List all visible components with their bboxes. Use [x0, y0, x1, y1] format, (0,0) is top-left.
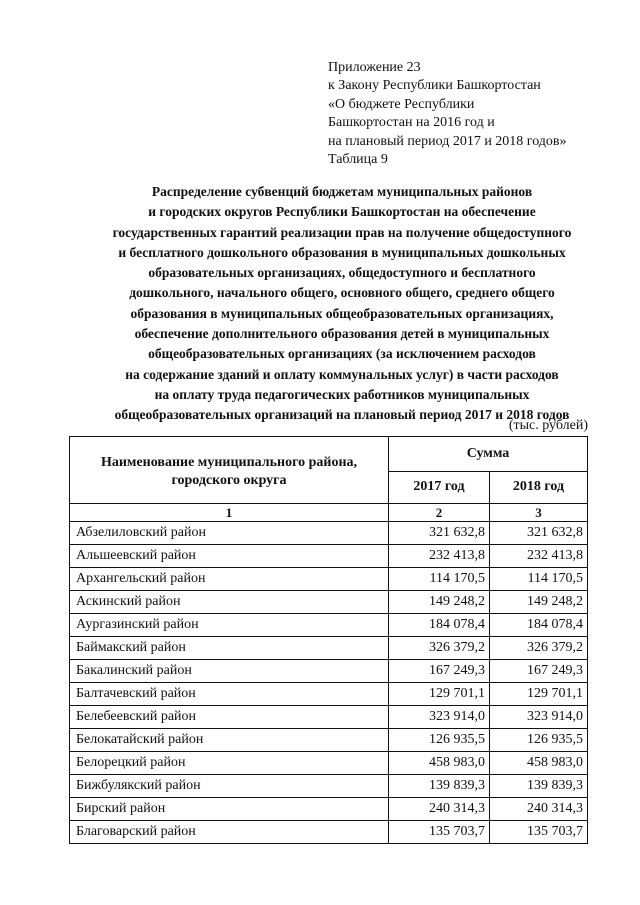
appendix-line: «О бюджете Республики	[328, 96, 475, 112]
table-row	[70, 637, 588, 660]
appendix-line: к Закону Республики Башкортостан	[328, 78, 541, 94]
value-2017: 114 170,5	[389, 568, 490, 591]
table-row	[70, 683, 588, 706]
value-2018: 232 413,8	[490, 545, 588, 568]
title-line: общеобразовательных организациях (за исключением расходов	[148, 346, 536, 362]
value-2018: 167 249,3	[490, 660, 588, 683]
value-2017: 240 314,3	[389, 798, 490, 821]
value-2018: 326 379,2	[490, 637, 588, 660]
title-line: на содержание зданий и оплату коммунальных услуг) в части расходов	[125, 366, 559, 382]
district-name: Баймакский район	[70, 637, 389, 660]
appendix-line: Таблица 9	[328, 152, 388, 168]
value-2018: 149 248,2	[490, 591, 588, 614]
table-row	[70, 522, 588, 545]
district-name: Белокатайский район	[70, 729, 389, 752]
value-2017: 129 701,1	[389, 683, 490, 706]
value-2017: 326 379,2	[389, 637, 490, 660]
table-row	[70, 729, 588, 752]
appendix-line: Башкортостан на 2016 год и	[328, 115, 495, 131]
header-name: Наименование муниципального района, городского округа	[70, 437, 389, 504]
column-number: 2	[389, 504, 490, 522]
district-name: Бакалинский район	[70, 660, 389, 683]
value-2017: 323 914,0	[389, 706, 490, 729]
header-year-2017: 2017 год	[389, 471, 490, 503]
subsidy-table	[69, 436, 588, 844]
value-2017: 321 632,8	[389, 522, 490, 545]
column-number: 3	[490, 504, 588, 522]
value-2018: 240 314,3	[490, 798, 588, 821]
table-row	[70, 706, 588, 729]
district-name: Благоварский район	[70, 821, 389, 844]
value-2018: 321 632,8	[490, 522, 588, 545]
header-year-2018: 2018 год	[490, 471, 588, 503]
document-title	[62, 182, 622, 426]
district-name: Альшеевский район	[70, 545, 389, 568]
table-row	[70, 775, 588, 798]
value-2018: 139 839,3	[490, 775, 588, 798]
value-2017: 184 078,4	[389, 614, 490, 637]
district-name: Белорецкий район	[70, 752, 389, 775]
table-row	[70, 798, 588, 821]
table-row	[70, 591, 588, 614]
table-row	[70, 821, 588, 844]
district-name: Бирский район	[70, 798, 389, 821]
district-name: Абзелиловский район	[70, 522, 389, 545]
column-number: 1	[70, 504, 389, 522]
title-line: Распределение субвенций бюджетам муниципальных районов	[151, 184, 533, 199]
table-row	[70, 752, 588, 775]
title-line: дошкольного, начального общего, основного общего, среднего общего	[129, 285, 555, 301]
title-line: на оплату труда педагогических работников муниципальных	[154, 386, 530, 402]
value-2018: 458 983,0	[490, 752, 588, 775]
value-2017: 135 703,7	[389, 821, 490, 844]
value-2018: 114 170,5	[490, 568, 588, 591]
value-2017: 167 249,3	[389, 660, 490, 683]
table-row	[70, 568, 588, 591]
district-name: Архангельский район	[70, 568, 389, 591]
title-line: и городских округов Республики Башкортостан на обеспечение	[148, 204, 536, 220]
value-2017: 458 983,0	[389, 752, 490, 775]
header-sum: Сумма	[389, 437, 588, 472]
title-line: и бесплатного дошкольного образования в муниципальных дошкольных	[118, 244, 566, 260]
title-line: государственных гарантий реализации прав на получение общедоступного	[112, 224, 572, 240]
appendix-line: Приложение 23	[328, 60, 421, 75]
table-row	[70, 545, 588, 568]
value-2018: 129 701,1	[490, 683, 588, 706]
unit-label: (тыс. рублей)	[508, 418, 588, 433]
value-2017: 139 839,3	[389, 775, 490, 798]
district-name: Белебеевский район	[70, 706, 389, 729]
table-body	[70, 522, 588, 844]
table-row	[70, 660, 588, 683]
district-name: Аургазинский район	[70, 614, 389, 637]
value-2017: 232 413,8	[389, 545, 490, 568]
title-line: обеспечение дополнительного образования детей в муниципальных	[134, 326, 550, 342]
title-line: образовательных организациях, общедоступного и бесплатного	[148, 265, 536, 281]
value-2018: 135 703,7	[490, 821, 588, 844]
title-line: образования в муниципальных общеобразовательных организациях,	[130, 305, 554, 321]
district-name: Бижбулякский район	[70, 775, 389, 798]
value-2018: 184 078,4	[490, 614, 588, 637]
value-2017: 126 935,5	[389, 729, 490, 752]
district-name: Аскинский район	[70, 591, 389, 614]
appendix-header	[328, 59, 567, 169]
table-row	[70, 614, 588, 637]
title-line: общеобразовательных организаций на плановый период 2017 и 2018 годов	[114, 407, 570, 423]
district-name: Балтачевский район	[70, 683, 389, 706]
value-2017: 149 248,2	[389, 591, 490, 614]
appendix-line: на плановый период 2017 и 2018 годов»	[328, 133, 567, 149]
value-2018: 323 914,0	[490, 706, 588, 729]
value-2018: 126 935,5	[490, 729, 588, 752]
